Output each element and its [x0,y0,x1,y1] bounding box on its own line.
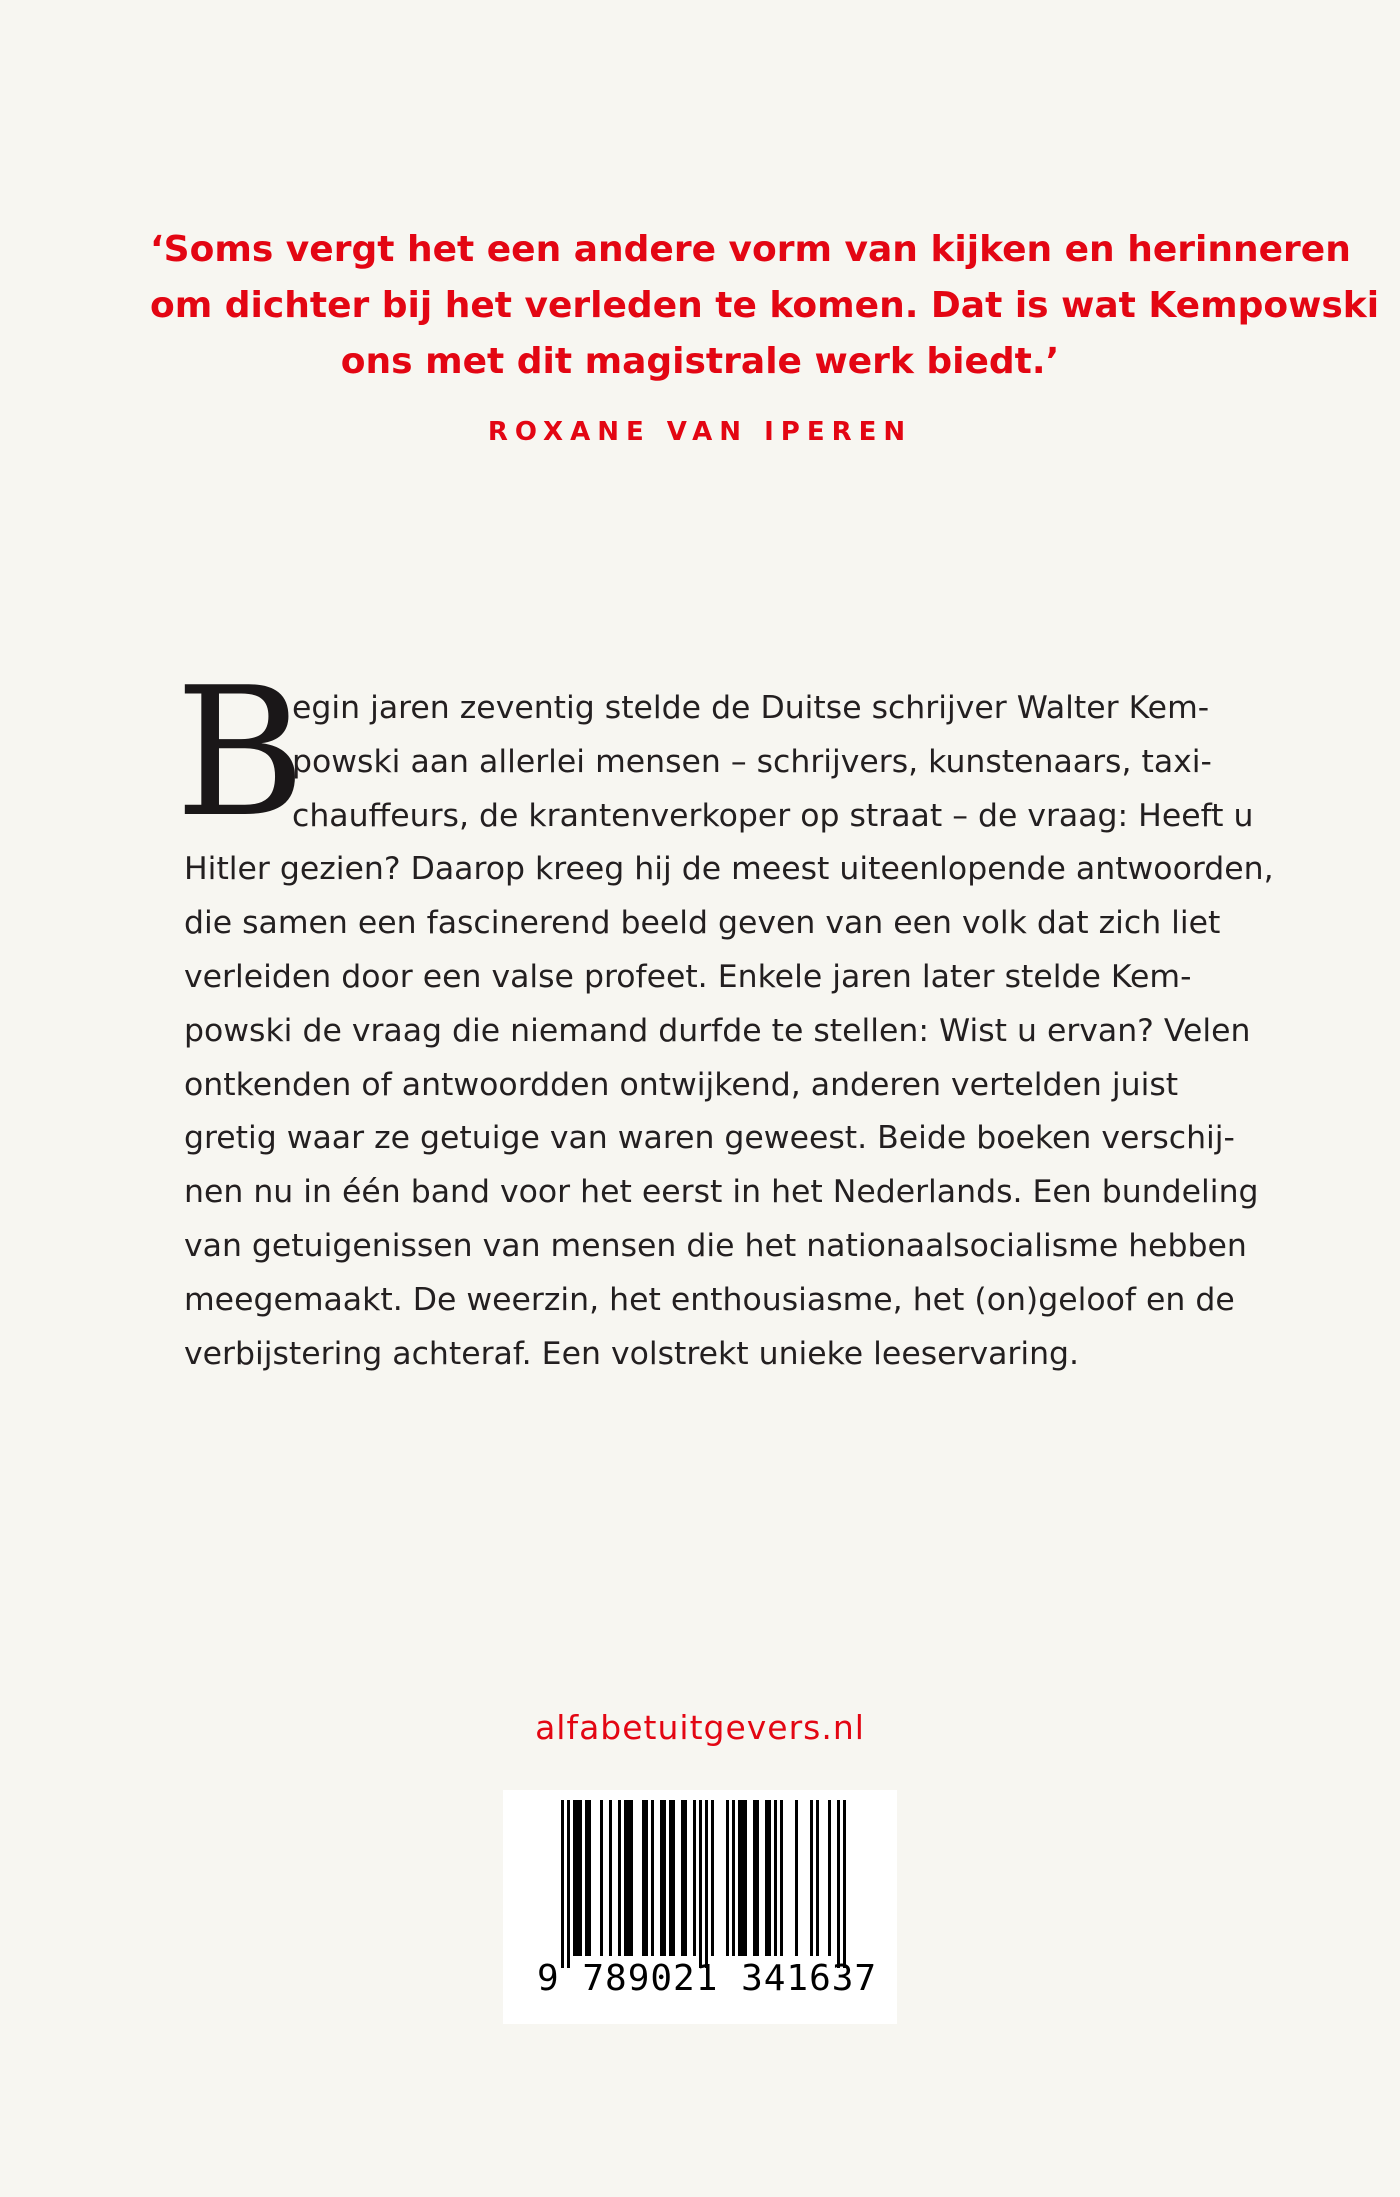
blurb-line: nen nu in één band voor het eerst in het Nederlands. Een bundeling [184,1174,1259,1211]
barcode-bar [684,1800,687,1956]
barcode-bar [624,1800,627,1956]
blurb-line: chauffeurs, de krantenverkoper op straat – de vraag: Heeft u [292,797,1254,834]
barcode-bar [780,1800,783,1956]
quote-attribution: ROXANE VAN IPEREN [487,417,913,447]
cover-quote [150,222,1380,390]
barcode-bar [816,1800,819,1956]
barcode-digits: 9 789021 341637 [537,1958,878,1999]
blurb-line: powski de vraag die niemand durfde te stellen: Wist u ervan? Velen [184,1012,1251,1049]
barcode-bar [567,1800,570,1968]
quote-line: ‘Soms vergt het een andere vorm van kijken en herinneren [150,229,1351,270]
publisher-website: alfabetuitgevers.nl [535,1708,865,1747]
barcode-bar [609,1800,612,1956]
blurb-line: meegemaakt. De weerzin, het enthousiasme, het (on)geloof en de [184,1281,1235,1318]
blurb-line: ontkenden of antwoordden ontwijkend, anderen vertelden juist [184,1066,1179,1103]
barcode-bar [753,1800,756,1956]
barcode-bar [765,1800,768,1956]
barcode-bar [618,1800,621,1956]
barcode-bar [663,1800,666,1956]
barcode-bar [699,1800,702,1968]
barcode-bar [810,1800,813,1956]
blurb-line: Hitler gezien? Daarop kreeg hij de meest uiteenlopende antwoorden, [184,851,1274,888]
barcode-bar [705,1800,708,1968]
barcode-bar [585,1800,588,1956]
barcode-bar [579,1800,582,1956]
barcode-bar [651,1800,654,1956]
blurb-line: verleiden door een valse profeet. Enkele jaren later stelde Kem- [184,958,1192,995]
barcode-bar [711,1800,714,1956]
barcode-bar [573,1800,576,1956]
barcode-bar [588,1800,591,1956]
barcode-bar [693,1800,696,1956]
barcode-bar [774,1800,777,1956]
barcode-bar [738,1800,741,1956]
barcode-bar [732,1800,735,1956]
barcode-bar [642,1800,645,1956]
barcode-bar [768,1800,771,1956]
blurb-line: van getuigenissen van mensen die het nationaalsocialisme hebben [184,1227,1247,1264]
barcode-bar [756,1800,759,1956]
barcode-bar [669,1800,672,1956]
barcode-bar [828,1800,831,1956]
barcode-bar [576,1800,579,1956]
barcode-bar [681,1800,684,1956]
barcode-bar [837,1800,840,1968]
blurb-line: gretig waar ze getuige van waren geweest. Beide boeken verschij- [184,1120,1235,1157]
barcode-bar [741,1800,744,1956]
barcode-bar [795,1800,798,1956]
blurb-line: egin jaren zeventig stelde de Duitse schrijver Walter Kem- [292,690,1210,726]
barcode-bar [600,1800,603,1956]
barcode-bar [645,1800,648,1956]
blurb-line: die samen een fascinerend beeld geven van een volk dat zich liet [184,905,1221,942]
quote-line: ons met dit magistrale werk biedt.’ [340,341,1060,382]
barcode-bar [630,1800,633,1956]
isbn-barcode [503,1790,897,2024]
barcode-bar [561,1800,564,1968]
barcode-bar [726,1800,729,1956]
drop-cap: B [175,649,306,856]
blurb-line: powski aan allerlei mensen – schrijvers, kunstenaars, taxi- [292,743,1212,780]
blurb-line: verbijstering achteraf. Een volstrekt unieke leeservaring. [184,1335,1080,1372]
barcode-bar [627,1800,630,1956]
barcode-bar [672,1800,675,1956]
quote-line: om dichter bij het verleden te komen. Dat is wat Kempowski [150,285,1380,326]
barcode-bar [744,1800,747,1956]
blurb-text [184,682,1274,1381]
barcode-bar [843,1800,846,1968]
barcode-bar [660,1800,663,1956]
